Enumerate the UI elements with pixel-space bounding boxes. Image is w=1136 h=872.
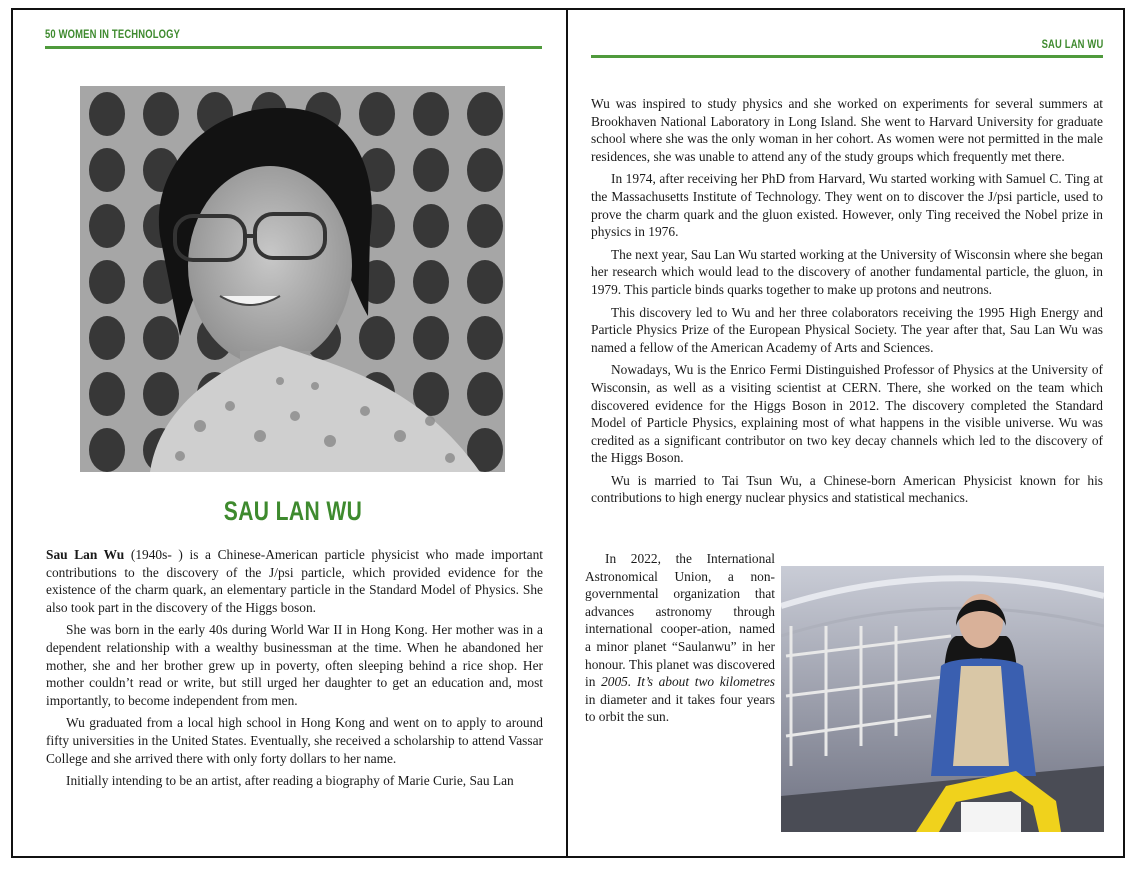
body-paragraph: In 1974, after receiving her PhD from Harvard, Wu started working with Samuel C. Ting at the Massachusetts Institute of Technology. They went on to discover the J/psi particle, used to prove the charm quark and the gluon existed. However, only Ting received the Nobel prize in physics in 1976. xyxy=(591,171,1103,240)
left-body-text xyxy=(46,546,543,795)
body-paragraph: Wu was inspired to study physics and she worked on experiments for several summers at Brookhaven National Laboratory in Long Island. She went to Harvard University for graduate school where she was the only woman in her cohort. As women were not permitted in the male residences, she was unable to attend any of the study groups which frequently met there. xyxy=(591,96,1103,164)
left-page xyxy=(13,10,566,856)
body-paragraph: The next year, Sau Lan Wu started working at the University of Wisconsin where she began her research which would lead to the discovery of another fundamental particle, the gluon, in 1979. This particle binds quarks together to make up protons and neutrons. xyxy=(591,246,1103,297)
body-paragraph: Wu graduated from a local high school in Hong Kong and went on to apply to around fifty universities in the United States. Eventually, she received a scholarship to attend Vassar College and she arrived there with only forty dollars to her name. xyxy=(46,715,543,766)
minor-planet-text: In 2022, the International Astronomical Union, a non-governmental organization that advances astronomy through international cooper-ation, named a minor planet “Saulanwu” in her honour. This planet was discovered in 2005. It’s about two kilometres in diameter and it takes four years to orbit the sun. xyxy=(585,551,775,725)
right-body-text xyxy=(591,95,1103,512)
body-paragraph: Initially intending to be an artist, after reading a biography of Marie Curie, Sau Lan xyxy=(66,773,514,789)
portrait-photo-icon xyxy=(80,86,505,472)
body-paragraph: Nowadays, Wu is the Enrico Fermi Distinguished Professor of Physics at the University of Wisconsin, as well as a visiting scientist at CERN. There, she worked on the team which discovered evidence for the Higgs Boson in 2012. The discovery completed the Standard Model of Particle Physics, explaining most of what happens in the visible universe. Wu was credited as a significant contributor on two key decay channels which led to the discovery of the Higgs Boson. xyxy=(591,362,1103,466)
body-paragraph: Wu is married to Tai Tsun Wu, a Chinese-born American Physicist known for his contributions to high energy nuclear physics and statistical mechanics. xyxy=(591,472,1103,506)
header-rule-right xyxy=(591,55,1103,58)
intro-text: (1940s- ) is a Chinese-American particle physicist who made important contributions to the discovery of the J/psi particle, which provided evidence for the existence of the charm quark, an elementary particle in the Standard Model of Physics. She also took part in the discovery of the Higgs boson. xyxy=(46,547,543,615)
lab-photo-icon xyxy=(781,566,1104,832)
body-paragraph: This discovery led to Wu and her three colaborators receiving the 1995 High Energy and Particle Physics Prize of the European Physical Society. The year after that, Sau Lan Wu was named a fellow of the American Academy of Arts and Sciences. xyxy=(591,304,1103,355)
minor-planet-paragraph xyxy=(585,550,775,726)
article-title: SAU LAN WU xyxy=(223,496,363,526)
intro-paragraph xyxy=(46,546,543,616)
running-head-left: 50 WOMEN IN TECHNOLOGY xyxy=(45,29,181,41)
body-paragraph: She was born in the early 40s during World War II in Hong Kong. Her mother was in a dependent relationship with a wealthy businessman at the time. When he abandoned her mother, she and her brother grew up in poverty, often sleeping behind a rice shop. Her mother couldn’t read or write, but still urged her daughter to get an education and, most importantly, to become independent from men. xyxy=(46,622,543,708)
header-rule-left xyxy=(45,46,542,49)
right-page xyxy=(568,10,1123,856)
intro-name: Sau Lan Wu xyxy=(46,547,125,562)
running-head-right: SAU LAN WU xyxy=(1041,39,1103,51)
